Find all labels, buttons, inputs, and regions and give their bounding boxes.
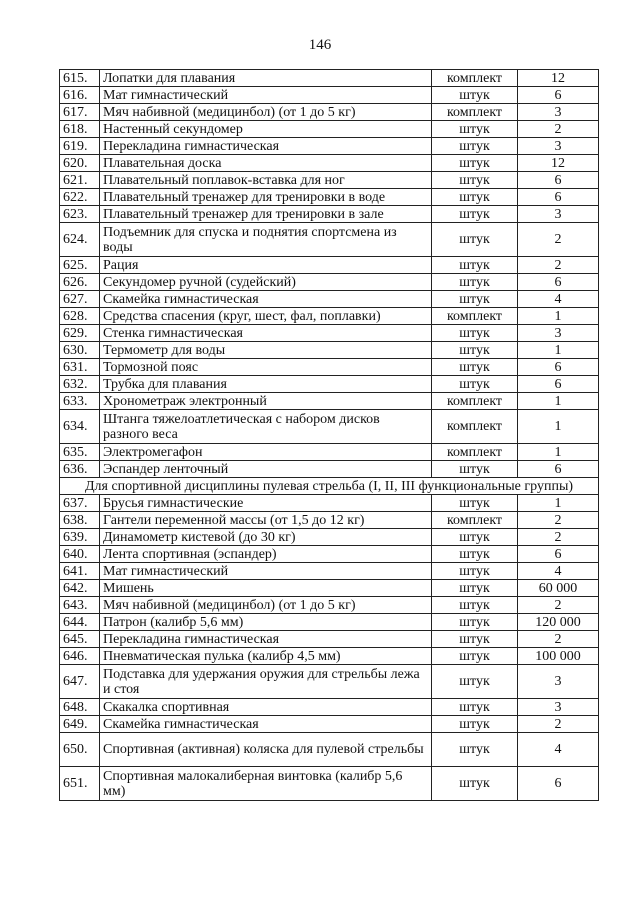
item-name: Спортивная (активная) коляска для пулевой стрельбы <box>100 733 432 767</box>
item-number: 624. <box>60 223 100 257</box>
item-quantity: 60 000 <box>518 580 599 597</box>
item-name: Плавательная доска <box>100 155 432 172</box>
item-number: 623. <box>60 206 100 223</box>
item-unit: штук <box>432 495 518 512</box>
table-row <box>60 529 599 546</box>
item-quantity: 1 <box>518 444 599 461</box>
table-row <box>60 597 599 614</box>
item-quantity: 6 <box>518 274 599 291</box>
item-number: 632. <box>60 376 100 393</box>
item-name: Мат гимнастический <box>100 87 432 104</box>
item-unit: штук <box>432 342 518 359</box>
item-number: 630. <box>60 342 100 359</box>
item-unit: комплект <box>432 70 518 87</box>
item-number: 651. <box>60 767 100 801</box>
item-name: Брусья гимнастические <box>100 495 432 512</box>
item-unit: штук <box>432 121 518 138</box>
item-quantity: 4 <box>518 563 599 580</box>
item-name: Мяч набивной (медицинбол) (от 1 до 5 кг) <box>100 597 432 614</box>
item-quantity: 120 000 <box>518 614 599 631</box>
item-quantity: 1 <box>518 393 599 410</box>
page-number: 146 <box>308 37 332 53</box>
item-number: 619. <box>60 138 100 155</box>
item-quantity: 100 000 <box>518 648 599 665</box>
item-name: Гантели переменной массы (от 1,5 до 12 кг) <box>100 512 432 529</box>
table-row <box>60 631 599 648</box>
item-name: Рация <box>100 257 432 274</box>
item-number: 627. <box>60 291 100 308</box>
item-number: 640. <box>60 546 100 563</box>
item-number: 648. <box>60 699 100 716</box>
table-row <box>60 563 599 580</box>
item-name: Спортивная малокалиберная винтовка (калибр 5,6 мм) <box>100 767 432 801</box>
item-quantity: 1 <box>518 495 599 512</box>
item-name: Стенка гимнастическая <box>100 325 432 342</box>
item-name: Перекладина гимнастическая <box>100 631 432 648</box>
item-name: Перекладина гимнастическая <box>100 138 432 155</box>
table-row <box>60 410 599 444</box>
item-quantity: 3 <box>518 699 599 716</box>
item-quantity: 3 <box>518 206 599 223</box>
item-number: 631. <box>60 359 100 376</box>
item-quantity: 2 <box>518 597 599 614</box>
item-unit: штук <box>432 733 518 767</box>
item-number: 646. <box>60 648 100 665</box>
item-quantity: 6 <box>518 359 599 376</box>
section-header-row <box>60 478 599 495</box>
item-unit: штук <box>432 325 518 342</box>
table-row <box>60 138 599 155</box>
item-number: 620. <box>60 155 100 172</box>
table-row <box>60 376 599 393</box>
item-number: 634. <box>60 410 100 444</box>
item-unit: штук <box>432 189 518 206</box>
item-number: 621. <box>60 172 100 189</box>
item-name: Плавательный тренажер для тренировки в воде <box>100 189 432 206</box>
table-row <box>60 767 599 801</box>
item-quantity: 3 <box>518 325 599 342</box>
item-name: Тормозной пояс <box>100 359 432 376</box>
item-unit: комплект <box>432 104 518 121</box>
table-row <box>60 206 599 223</box>
table-row <box>60 614 599 631</box>
item-unit: штук <box>432 529 518 546</box>
item-name: Скамейка гимнастическая <box>100 291 432 308</box>
table-row <box>60 512 599 529</box>
item-number: 626. <box>60 274 100 291</box>
item-name: Пневматическая пулька (калибр 4,5 мм) <box>100 648 432 665</box>
table-row <box>60 121 599 138</box>
item-quantity: 2 <box>518 257 599 274</box>
item-unit: штук <box>432 665 518 699</box>
item-name: Настенный секундомер <box>100 121 432 138</box>
item-number: 637. <box>60 495 100 512</box>
item-quantity: 4 <box>518 291 599 308</box>
item-number: 639. <box>60 529 100 546</box>
table-row <box>60 444 599 461</box>
item-quantity: 12 <box>518 155 599 172</box>
item-number: 636. <box>60 461 100 478</box>
item-number: 616. <box>60 87 100 104</box>
table-row <box>60 189 599 206</box>
table-row <box>60 359 599 376</box>
item-name: Хронометраж электронный <box>100 393 432 410</box>
item-quantity: 2 <box>518 121 599 138</box>
item-quantity: 1 <box>518 342 599 359</box>
item-quantity: 3 <box>518 665 599 699</box>
item-name: Мат гимнастический <box>100 563 432 580</box>
item-unit: штук <box>432 376 518 393</box>
table-row <box>60 495 599 512</box>
item-unit: штук <box>432 546 518 563</box>
item-number: 635. <box>60 444 100 461</box>
item-unit: штук <box>432 138 518 155</box>
table-row <box>60 257 599 274</box>
item-unit: штук <box>432 291 518 308</box>
table-row <box>60 70 599 87</box>
item-name: Скакалка спортивная <box>100 699 432 716</box>
item-unit: штук <box>432 648 518 665</box>
item-name: Патрон (калибр 5,6 мм) <box>100 614 432 631</box>
item-quantity: 6 <box>518 189 599 206</box>
item-unit: комплект <box>432 393 518 410</box>
item-name: Мяч набивной (медицинбол) (от 1 до 5 кг) <box>100 104 432 121</box>
item-number: 645. <box>60 631 100 648</box>
item-unit: комплект <box>432 308 518 325</box>
item-name: Подставка для удержания оружия для стрельбы лежа и стоя <box>100 665 432 699</box>
item-name: Лента спортивная (эспандер) <box>100 546 432 563</box>
item-quantity: 1 <box>518 308 599 325</box>
table-body <box>60 70 599 801</box>
table-row <box>60 104 599 121</box>
item-number: 615. <box>60 70 100 87</box>
item-quantity: 6 <box>518 172 599 189</box>
item-number: 628. <box>60 308 100 325</box>
table-row <box>60 393 599 410</box>
item-unit: штук <box>432 716 518 733</box>
item-unit: комплект <box>432 512 518 529</box>
item-unit: штук <box>432 359 518 376</box>
item-number: 649. <box>60 716 100 733</box>
item-name: Подъемник для спуска и поднятия спортсмена из воды <box>100 223 432 257</box>
item-unit: штук <box>432 155 518 172</box>
item-number: 650. <box>60 733 100 767</box>
item-name: Мишень <box>100 580 432 597</box>
item-unit: комплект <box>432 410 518 444</box>
item-quantity: 3 <box>518 104 599 121</box>
item-number: 643. <box>60 597 100 614</box>
item-number: 638. <box>60 512 100 529</box>
item-number: 633. <box>60 393 100 410</box>
item-quantity: 2 <box>518 223 599 257</box>
item-quantity: 2 <box>518 631 599 648</box>
equipment-table <box>59 69 599 801</box>
item-quantity: 6 <box>518 461 599 478</box>
table-row <box>60 648 599 665</box>
table-row <box>60 172 599 189</box>
item-unit: штук <box>432 580 518 597</box>
item-number: 617. <box>60 104 100 121</box>
item-unit: штук <box>432 767 518 801</box>
section-title: Для спортивной дисциплины пулевая стрельба (I, II, III функциональные группы) <box>60 478 599 495</box>
item-quantity: 2 <box>518 512 599 529</box>
item-quantity: 6 <box>518 546 599 563</box>
item-quantity: 1 <box>518 410 599 444</box>
item-quantity: 2 <box>518 716 599 733</box>
item-name: Средства спасения (круг, шест, фал, поплавки) <box>100 308 432 325</box>
item-unit: штук <box>432 257 518 274</box>
item-number: 618. <box>60 121 100 138</box>
table-row <box>60 716 599 733</box>
item-unit: штук <box>432 172 518 189</box>
item-unit: штук <box>432 206 518 223</box>
table-row <box>60 223 599 257</box>
item-quantity: 6 <box>518 87 599 104</box>
table-row <box>60 274 599 291</box>
table-row <box>60 733 599 767</box>
item-quantity: 3 <box>518 138 599 155</box>
item-unit: штук <box>432 597 518 614</box>
item-name: Плавательный тренажер для тренировки в зале <box>100 206 432 223</box>
item-name: Штанга тяжелоатлетическая с набором дисков разного веса <box>100 410 432 444</box>
table-row <box>60 291 599 308</box>
item-number: 641. <box>60 563 100 580</box>
item-name: Эспандер ленточный <box>100 461 432 478</box>
item-unit: штук <box>432 87 518 104</box>
item-name: Лопатки для плавания <box>100 70 432 87</box>
table-row <box>60 665 599 699</box>
item-name: Плавательный поплавок-вставка для ног <box>100 172 432 189</box>
item-quantity: 6 <box>518 767 599 801</box>
item-number: 629. <box>60 325 100 342</box>
item-quantity: 6 <box>518 376 599 393</box>
item-name: Динамометр кистевой (до 30 кг) <box>100 529 432 546</box>
item-number: 625. <box>60 257 100 274</box>
table-row <box>60 342 599 359</box>
item-number: 642. <box>60 580 100 597</box>
item-name: Электромегафон <box>100 444 432 461</box>
item-name: Секундомер ручной (судейский) <box>100 274 432 291</box>
table-row <box>60 308 599 325</box>
item-number: 644. <box>60 614 100 631</box>
table-row <box>60 325 599 342</box>
item-unit: штук <box>432 614 518 631</box>
item-name: Скамейка гимнастическая <box>100 716 432 733</box>
table-row <box>60 580 599 597</box>
item-quantity: 4 <box>518 733 599 767</box>
table-row <box>60 87 599 104</box>
item-number: 622. <box>60 189 100 206</box>
item-unit: штук <box>432 274 518 291</box>
item-quantity: 12 <box>518 70 599 87</box>
item-unit: штук <box>432 563 518 580</box>
table-row <box>60 461 599 478</box>
table-row <box>60 699 599 716</box>
item-unit: штук <box>432 223 518 257</box>
item-name: Трубка для плавания <box>100 376 432 393</box>
item-unit: штук <box>432 631 518 648</box>
item-name: Термометр для воды <box>100 342 432 359</box>
item-unit: комплект <box>432 444 518 461</box>
item-quantity: 2 <box>518 529 599 546</box>
item-number: 647. <box>60 665 100 699</box>
item-unit: штук <box>432 699 518 716</box>
item-unit: штук <box>432 461 518 478</box>
table-row <box>60 155 599 172</box>
table-row <box>60 546 599 563</box>
